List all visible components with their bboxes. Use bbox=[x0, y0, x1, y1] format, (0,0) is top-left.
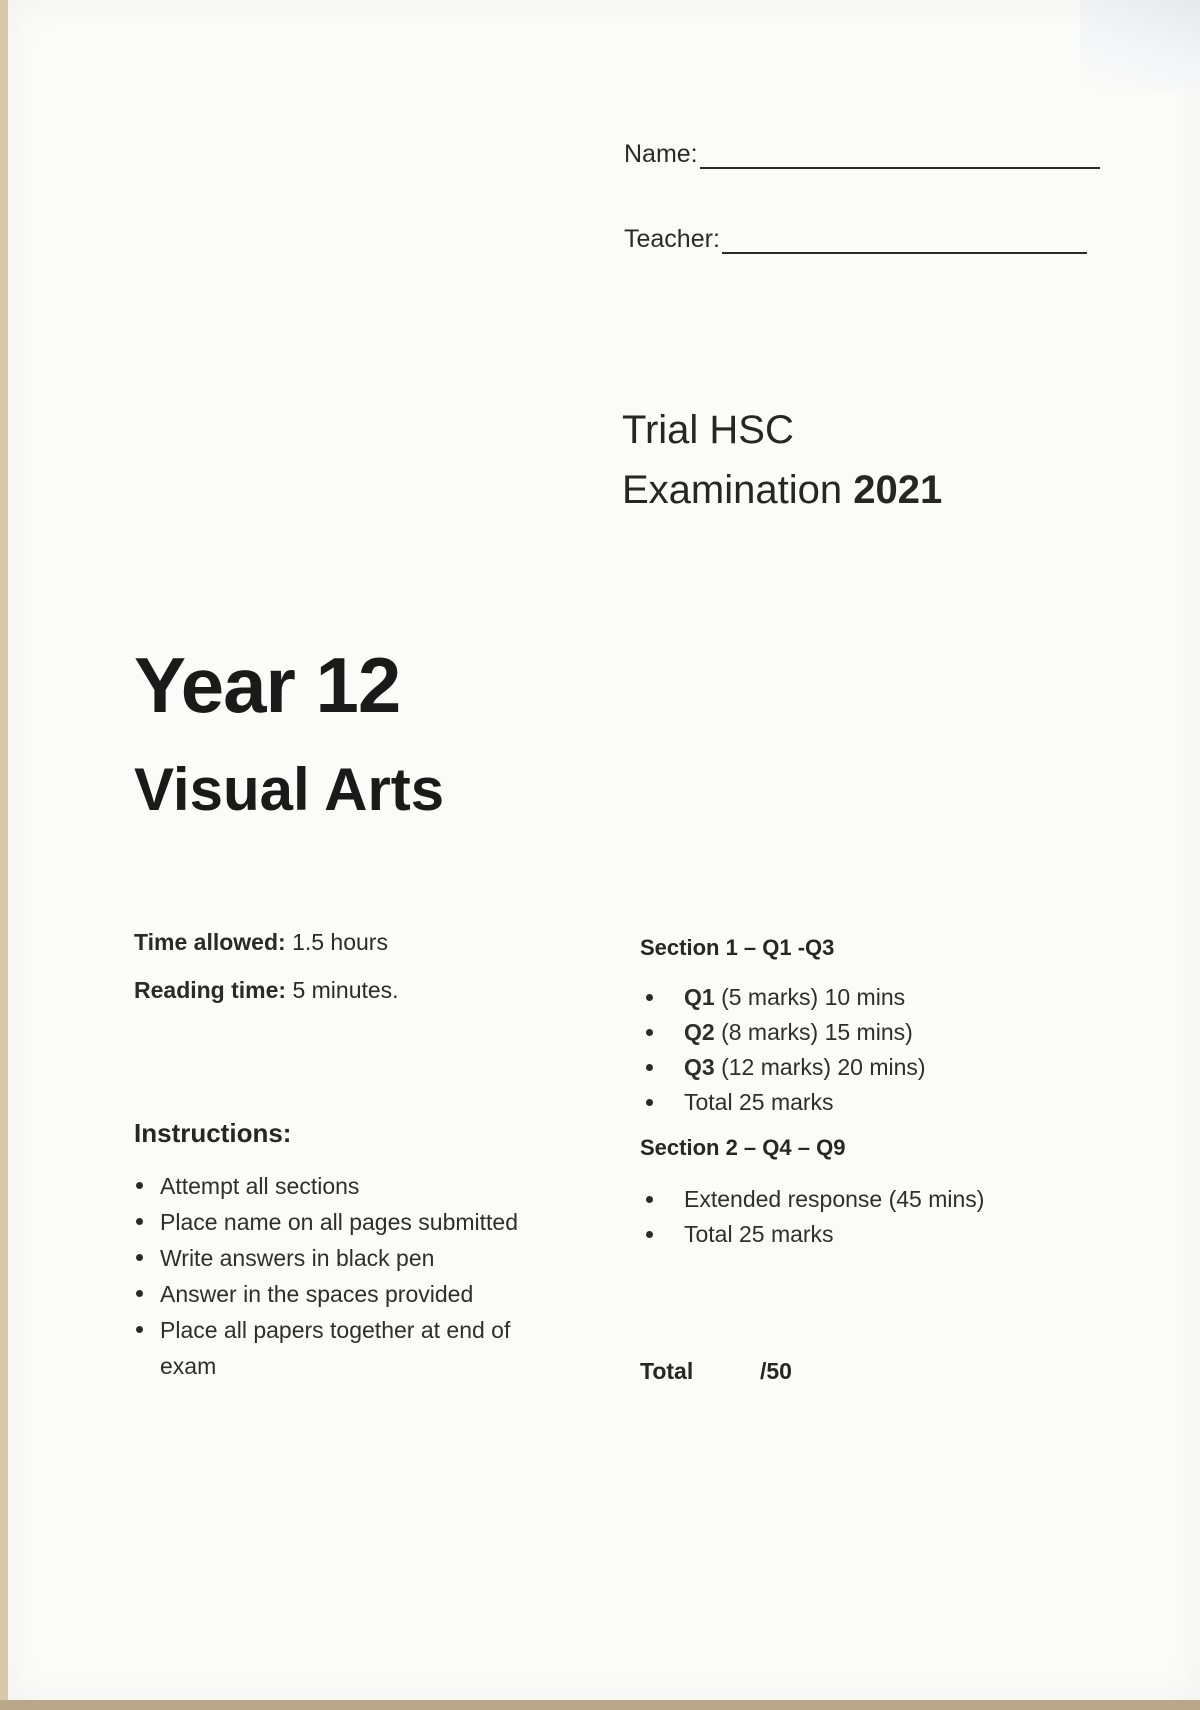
list-item bbox=[642, 1050, 1082, 1085]
name-line[interactable] bbox=[700, 145, 1100, 169]
total-value: /50 bbox=[760, 1358, 792, 1384]
question-detail: (5 marks) 10 mins bbox=[721, 984, 906, 1010]
section1-list bbox=[642, 980, 1082, 1120]
list-item bbox=[642, 980, 1082, 1015]
instructions-list bbox=[134, 1168, 574, 1384]
list-item bbox=[642, 1085, 1082, 1120]
list-item bbox=[642, 1015, 1082, 1050]
list-item: Extended response (45 mins) bbox=[642, 1182, 1082, 1217]
teacher-line[interactable] bbox=[722, 230, 1087, 254]
total-label: Total bbox=[640, 1358, 694, 1384]
section1-heading: Section 1 – Q1 -Q3 bbox=[640, 935, 835, 960]
page-corner-fold bbox=[1080, 0, 1200, 90]
course-year: Year 12 bbox=[134, 641, 401, 729]
total-row bbox=[640, 1358, 792, 1385]
reading-time-value: 5 minutes. bbox=[292, 977, 399, 1003]
time-allowed-value: 1.5 hours bbox=[292, 929, 388, 955]
reading-time-label: Reading time: bbox=[134, 977, 287, 1003]
teacher-label: Teacher: bbox=[624, 225, 720, 253]
time-allowed-label: Time allowed: bbox=[134, 929, 286, 955]
list-item: Answer in the spaces provided bbox=[134, 1276, 574, 1312]
question-detail: (12 marks) 20 mins) bbox=[721, 1054, 926, 1080]
section1-total: Total 25 marks bbox=[684, 1089, 834, 1115]
desk-edge bbox=[0, 1700, 1200, 1710]
exam-title bbox=[622, 400, 942, 520]
exam-title-word: Examination bbox=[622, 468, 843, 512]
question-detail: (8 marks) 15 mins) bbox=[721, 1019, 913, 1045]
instructions-heading: Instructions: bbox=[134, 1118, 292, 1148]
teacher-field[interactable] bbox=[624, 225, 1087, 254]
section2-heading: Section 2 – Q4 – Q9 bbox=[640, 1135, 846, 1160]
question-label: Q1 bbox=[684, 984, 715, 1010]
time-allowed bbox=[134, 918, 399, 966]
list-item: Total 25 marks bbox=[642, 1217, 1082, 1252]
question-label: Q2 bbox=[684, 1019, 715, 1045]
exam-year: 2021 bbox=[853, 468, 943, 512]
list-item: Place all papers together at end of exam bbox=[134, 1312, 560, 1384]
course-subject: Visual Arts bbox=[134, 756, 445, 823]
question-label: Q3 bbox=[684, 1054, 715, 1080]
list-item: Attempt all sections bbox=[134, 1168, 574, 1204]
reading-time bbox=[134, 966, 399, 1014]
name-field[interactable] bbox=[624, 140, 1100, 169]
exam-title-line2 bbox=[622, 460, 942, 520]
list-item: Write answers in black pen bbox=[134, 1240, 574, 1276]
exam-title-line1: Trial HSC bbox=[622, 408, 794, 452]
list-item: Place name on all pages submitted bbox=[134, 1204, 574, 1240]
name-label: Name: bbox=[624, 140, 698, 168]
exam-cover-page bbox=[8, 0, 1200, 1700]
timing-block bbox=[134, 918, 399, 1014]
section2-list bbox=[642, 1182, 1082, 1252]
